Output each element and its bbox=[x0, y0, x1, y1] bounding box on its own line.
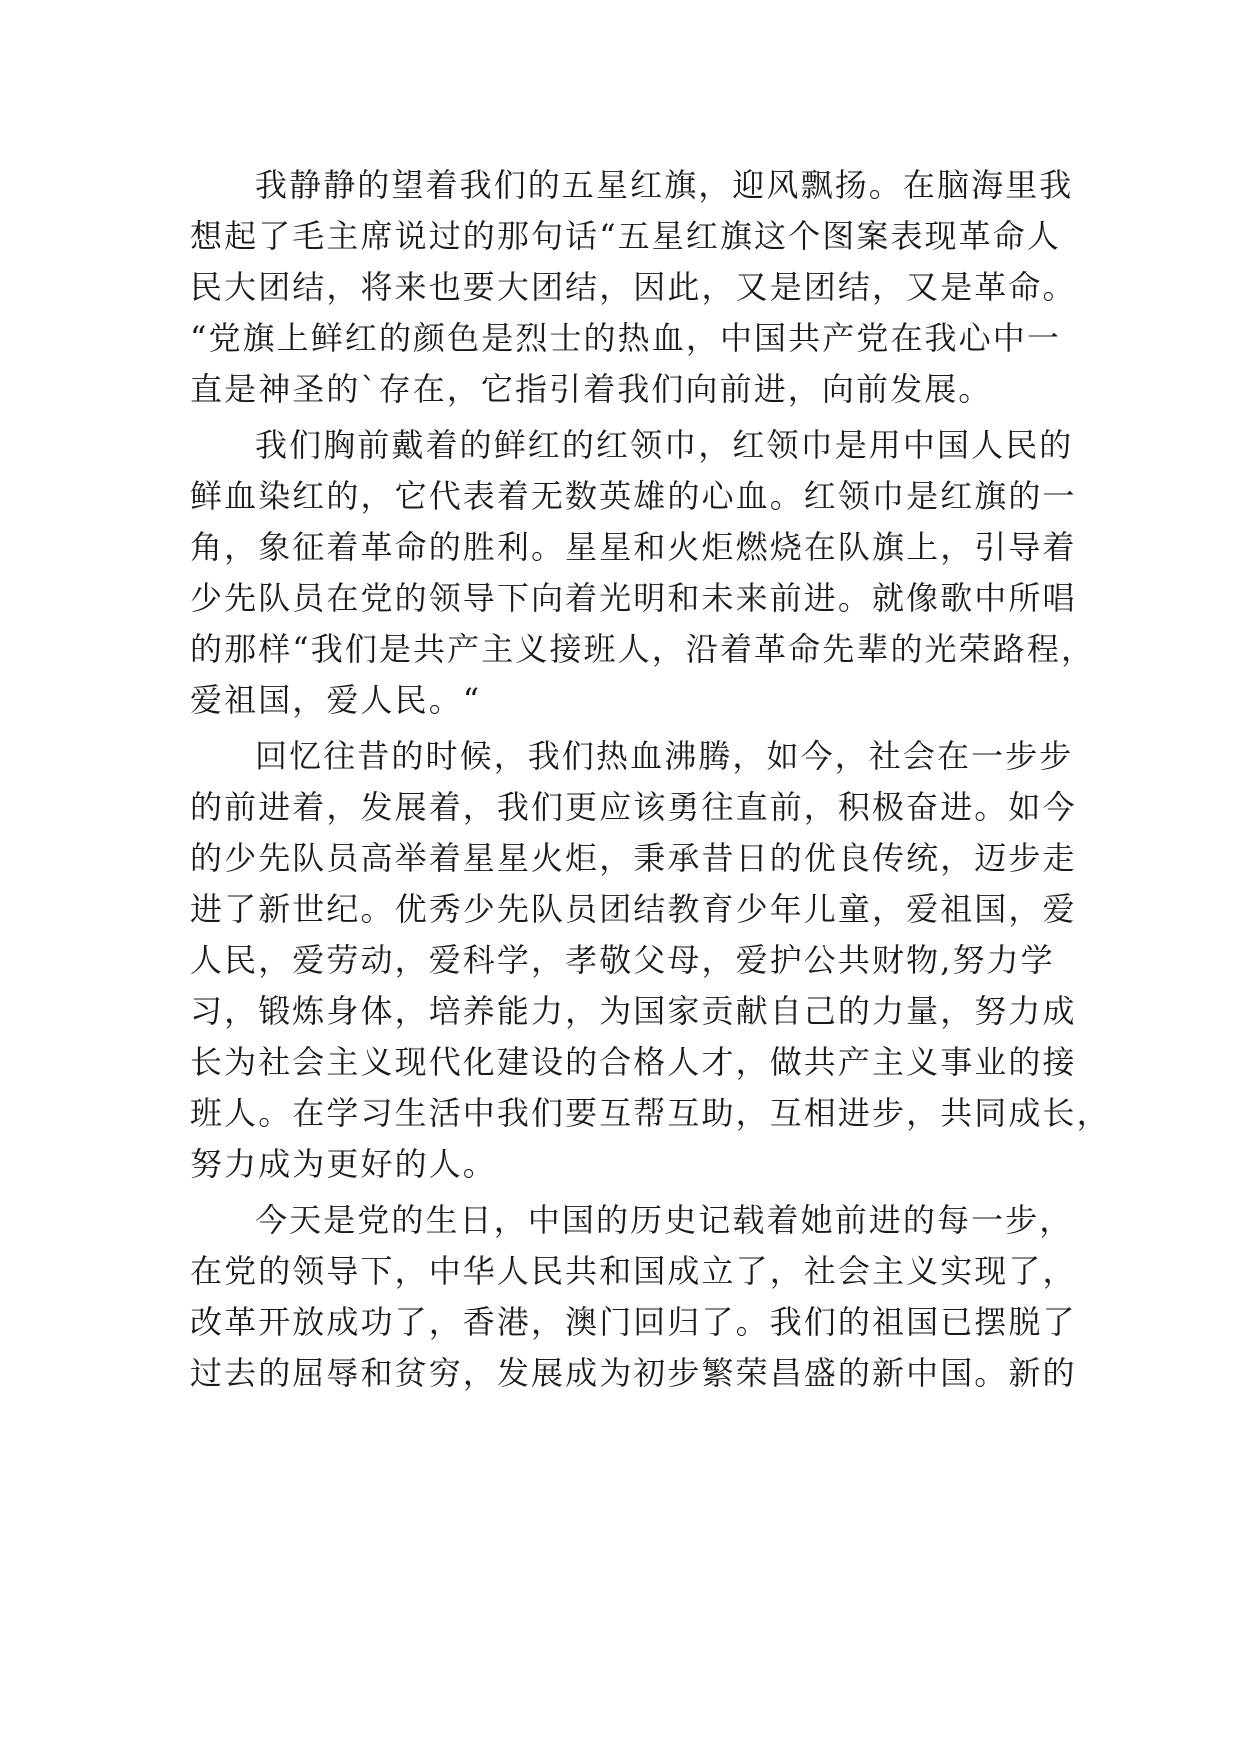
paragraph-line: 想起了毛主席说过的那句话“五星红旗这个图案表现革命人 bbox=[190, 217, 1061, 255]
paragraph-line: 长为社会主义现代化建设的合格人才，做共产主义事业的接 bbox=[190, 1043, 1077, 1081]
paragraph-1 bbox=[190, 160, 1077, 415]
document-body bbox=[190, 160, 1111, 1399]
paragraph-line: 鲜血染红的，它代表着无数英雄的心血。红领巾是红旗的一 bbox=[190, 477, 1077, 515]
paragraph-line: 人民，爱劳动，爱科学，孝敬父母，爱护公共财物,努力学 bbox=[190, 941, 1055, 979]
paragraph-3 bbox=[190, 731, 1111, 1190]
paragraph-line: 的少先队员高举着星星火炬，秉承昔日的优良传统，迈步走 bbox=[190, 839, 1077, 877]
paragraph-line: 爱祖国，爱人民。“ bbox=[190, 681, 482, 719]
paragraph-line: 的那样“我们是共产主义接班人，沿着革命先辈的光荣路程， bbox=[190, 630, 1096, 668]
paragraph-line: 改革开放成功了，香港，澳门回归了。我们的祖国已摆脱了 bbox=[190, 1303, 1077, 1341]
paragraph-line: “党旗上鲜红的颜色是烈士的热血，中国共产党在我心中一 bbox=[190, 319, 1061, 357]
paragraph-line: 回忆往昔的时候，我们热血沸腾，如今，社会在一步步 bbox=[255, 737, 1074, 775]
paragraph-line: 的前进着，发展着，我们更应该勇往直前，积极奋进。如今 bbox=[190, 788, 1077, 826]
paragraph-line: 过去的屈辱和贫穷，发展成为初步繁荣昌盛的新中国。新的 bbox=[190, 1354, 1077, 1392]
paragraph-line: 直是神圣的`存在，它指引着我们向前进，向前发展。 bbox=[190, 370, 993, 408]
paragraph-line: 我们胸前戴着的鲜红的红领巾，红领巾是用中国人民的 bbox=[255, 426, 1074, 464]
paragraph-line: 民大团结，将来也要大团结，因此，又是团结，又是革命。 bbox=[190, 268, 1077, 306]
paragraph-2 bbox=[190, 420, 1096, 726]
paragraph-line: 习，锻炼身体，培养能力，为国家贡献自己的力量，努力成 bbox=[190, 992, 1077, 1030]
paragraph-4 bbox=[190, 1195, 1077, 1399]
paragraph-line: 班人。在学习生活中我们要互帮互助，互相进步，共同成长， bbox=[190, 1094, 1111, 1132]
paragraph-line: 我静静的望着我们的五星红旗，迎风飘扬。在脑海里我 bbox=[255, 166, 1074, 204]
paragraph-line: 今天是党的生日，中国的历史记载着她前进的每一步， bbox=[255, 1201, 1074, 1239]
paragraph-line: 角，象征着革命的胜利。星星和火炬燃烧在队旗上，引导着 bbox=[190, 528, 1077, 566]
paragraph-line: 在党的领导下，中华人民共和国成立了，社会主义实现了， bbox=[190, 1252, 1077, 1290]
paragraph-line: 努力成为更好的人。 bbox=[190, 1145, 497, 1183]
paragraph-line: 进了新世纪。优秀少先队员团结教育少年儿童，爱祖国，爱 bbox=[190, 890, 1077, 928]
paragraph-line: 少先队员在党的领导下向着光明和未来前进。就像歌中所唱 bbox=[190, 579, 1077, 617]
